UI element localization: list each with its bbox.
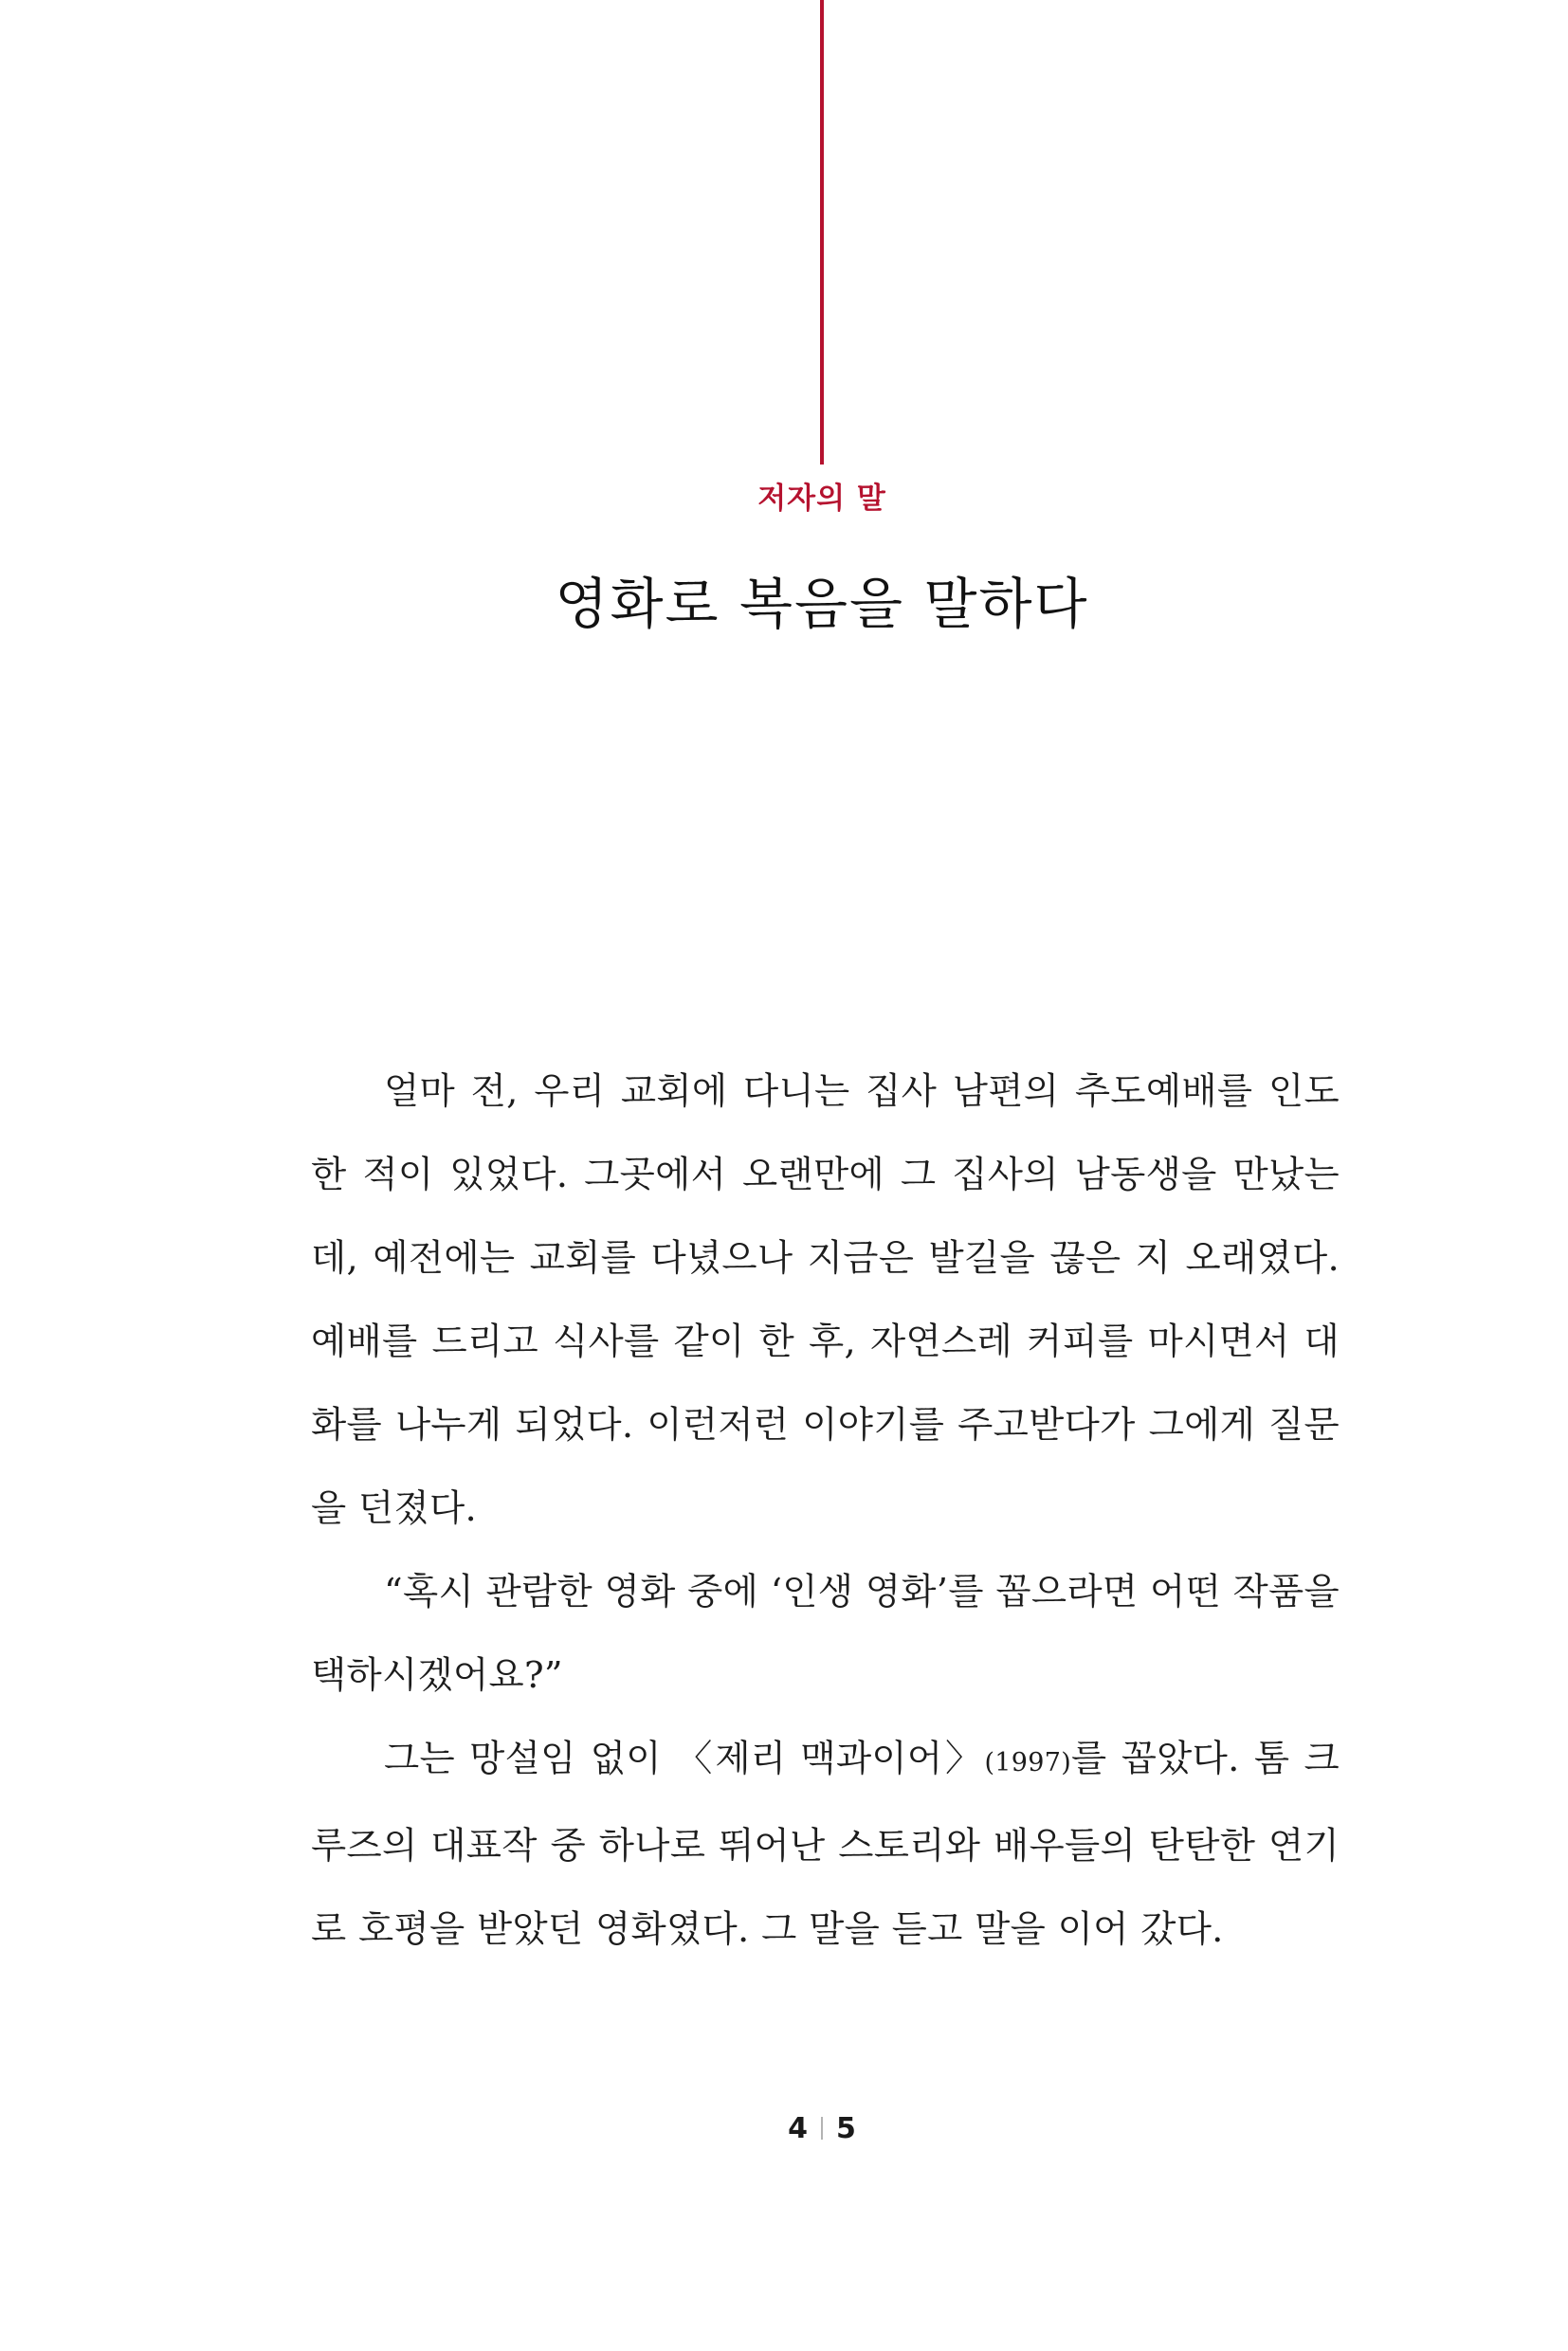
paragraph [311, 1718, 1340, 1972]
paragraph-text: 를 꼽았다. 톰 크루즈의 대표작 중 하나로 뛰어난 스토리와 배우들의 탄탄한 연기로 호평을 받았던 영화였다. 그 말을 듣고 말을 이어 갔다. [311, 1738, 1340, 1951]
release-year: (1997) [984, 1748, 1072, 1777]
section-label: 저자의 말 [757, 482, 886, 516]
paragraph-text: 그는 망설임 없이 〈제리 맥과이어〉 [384, 1738, 985, 1780]
top-vertical-rule [820, 0, 824, 465]
paragraph: 얼마 전, 우리 교회에 다니는 집사 남편의 추도예배를 인도한 적이 있었다. 그곳에서 오랜만에 그 집사의 남동생을 만났는데, 예전에는 교회를 다녔으나 지금은 발길을 끊은 지 오래였다. 예배를 드리고 식사를 같이 한 후, 자연스레 커피를 마시면서 대화를 나누게 되었다. 이런저런 이야기를 주고받다가 그에게 질문을 던졌다. [311, 1070, 1340, 1530]
body-text [311, 1050, 1340, 1972]
left-page-number: 4 [788, 2112, 808, 2145]
page-number [0, 2112, 1568, 2145]
page-number-separator [821, 2117, 823, 2140]
page-title: 영화로 복음을 말하다 [555, 572, 1089, 636]
paragraph: “혹시 관람한 영화 중에 ‘인생 영화’를 꼽으라면 어떤 작품을 택하시겠어요?” [311, 1571, 1340, 1697]
right-page-number: 5 [836, 2112, 856, 2145]
